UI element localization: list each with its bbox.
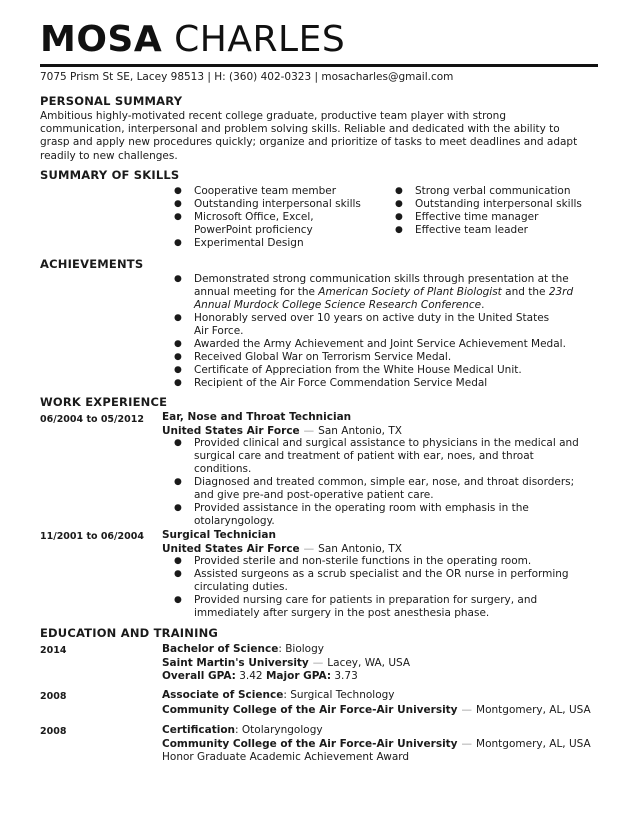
education-heading: EDUCATION AND TRAINING (40, 626, 219, 640)
education-school: Saint Martin's University — Lacey, WA, USA (162, 657, 411, 669)
job-dates: 06/2004 to 05/2012 (40, 414, 144, 425)
skills-heading: SUMMARY OF SKILLS (40, 168, 180, 182)
personal-summary-heading: PERSONAL SUMMARY (40, 94, 183, 108)
education-degree: Associate of Science: Surgical Technology (162, 689, 395, 701)
education-gpa: Overall GPA: 3.42 Major GPA: 3.73 (162, 670, 358, 682)
list-item: ● Received Global War on Terrorism Service Medal. (172, 351, 590, 364)
list-item: ● Assisted surgeons as a scrub specialist and the OR nurse in performing circulating duties. (172, 568, 594, 594)
education-school: Community College of the Air Force-Air University — Montgomery, AL, USA (162, 704, 591, 716)
contact-line: 7075 Prism St SE, Lacey 98513 | H: (360) 402-0323 | mosacharles@gmail.com (40, 71, 454, 83)
list-item: ● Certificate of Appreciation from the White House Medical Unit. (172, 364, 590, 377)
education-year: 2008 (40, 691, 67, 702)
header-divider (40, 64, 598, 67)
achievements-list (172, 273, 590, 390)
list-item: ● Outstanding interpersonal skills (393, 198, 593, 211)
list-item: ● Outstanding interpersonal skills (172, 198, 372, 211)
education-school: Community College of the Air Force-Air University — Montgomery, AL, USA (162, 738, 591, 750)
education-year: 2008 (40, 726, 67, 737)
skills-list-left (172, 185, 372, 250)
list-item: ● Provided clinical and surgical assistance to physicians in the medical and surgical care and treatment of patient with ear, noes, and throat conditions. (172, 437, 590, 476)
list-item: ● Microsoft Office, Excel, PowerPoint proficiency (172, 211, 344, 237)
list-item: ● Effective time manager (393, 211, 593, 224)
list-item: ● Awarded the Army Achievement and Joint Service Achievement Medal. (172, 338, 590, 351)
list-item: ● Strong verbal communication (393, 185, 593, 198)
job-employer: United States Air Force — San Antonio, TX (162, 543, 402, 555)
list-item: ● Experimental Design (172, 237, 372, 250)
candidate-name (40, 18, 345, 62)
list-item: ● Provided nursing care for patients in preparation for surgery, and immediately after surgery in the post anesthesia phase. (172, 594, 594, 620)
skills-list-right (393, 185, 593, 237)
list-item: ● Recipient of the Air Force Commendation Service Medal (172, 377, 590, 390)
education-note: Honor Graduate Academic Achievement Award (162, 751, 410, 763)
education-degree: Bachelor of Science: Biology (162, 643, 324, 655)
education-degree: Certification: Otolaryngology (162, 724, 323, 736)
list-item: ● Diagnosed and treated common, simple ear, nose, and throat disorders; and give pre-and post-operative patient care. (172, 476, 590, 502)
job-title: Surgical Technician (162, 529, 276, 541)
work-heading: WORK EXPERIENCE (40, 395, 168, 409)
list-item: ● Cooperative team member (172, 185, 372, 198)
personal-summary-text: Ambitious highly-motivated recent college graduate, productive team player with strong communication, interpersonal and problem solving skills. Reliable and dedicated with the ability to grasp and apply new procedures quickly; organize and prioritize of tasks to meet deadlines and adapt readily to new challenges. (40, 110, 578, 162)
job-dates: 11/2001 to 06/2004 (40, 531, 144, 542)
list-item: ● Provided assistance in the operating room with emphasis in the otolaryngology. (172, 502, 564, 528)
first-name: MOSA (40, 19, 163, 60)
list-item: ● Effective team leader (393, 224, 593, 237)
list-item: ● Provided sterile and non-sterile functions in the operating room. (172, 555, 590, 568)
job-title: Ear, Nose and Throat Technician (162, 411, 352, 423)
job-duties-list (172, 555, 590, 620)
job-duties-list (172, 437, 590, 528)
last-name: CHARLES (174, 19, 346, 60)
list-item: ● Honorably served over 10 years on active duty in the United States Air Force. (172, 312, 554, 338)
list-item: ● Demonstrated strong communication skills through presentation at the annual meeting for the American Society of Plant Biologist and the 23rd Annual Murdock College Science Research Conference. (172, 273, 590, 312)
job-employer: United States Air Force — San Antonio, TX (162, 425, 402, 437)
education-year: 2014 (40, 645, 67, 656)
achievements-heading: ACHIEVEMENTS (40, 257, 144, 271)
